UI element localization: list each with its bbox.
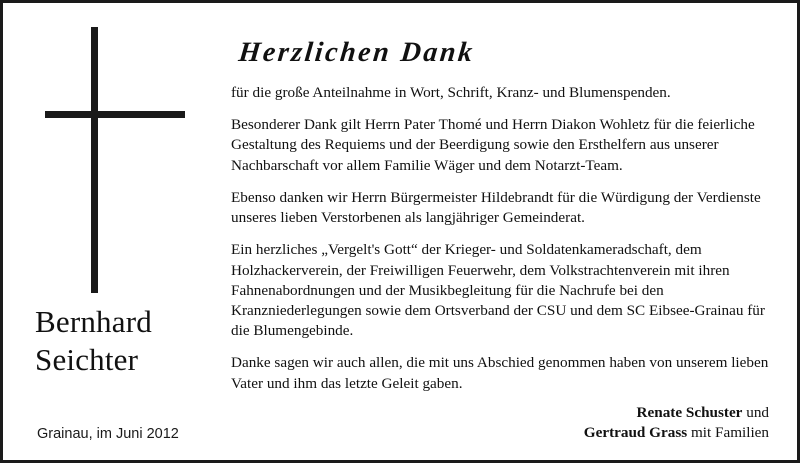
- left-column: [25, 21, 225, 446]
- paragraph-5: Danke sagen wir auch allen, die mit uns Abschied genommen haben von unserem lieben Vater und ihm das letzte Geleit gaben.: [231, 354, 769, 392]
- paragraph-3: Ebenso danken wir Herrn Bürgermeister Hildebrandt für die Würdigung der Verdienste unseres lieben Verstorbenen als langjähriger Gemeinderat.: [231, 188, 761, 227]
- signer-2-name: Gertraud Grass: [583, 424, 688, 442]
- deceased-first-name: Bernhard: [35, 304, 152, 339]
- signer-1-suffix: und: [742, 403, 769, 421]
- paragraph-4: Ein herzliches „Vergelt's Gott“ der Krieger- und Soldatenkameradschaft, dem Holzhackerverein, der Freiwilligen Feuerwehr, dem Volkstrachtenverein mit ihren Fahnenabordnungen und der Musikbegleitung für die Nachrufe bei den Kranzniederlegungen sowie dem Ortsverband der CSU und dem SC Eibsee-Grainau für die Blumengebinde.: [231, 241, 765, 340]
- cross-icon: [33, 27, 193, 297]
- paragraph-1: für die große Anteilnahme in Wort, Schrift, Kranz- und Blumenspenden.: [231, 84, 671, 101]
- right-column: [225, 21, 777, 446]
- card-inner: [3, 3, 797, 460]
- signature-line-1: [231, 403, 769, 424]
- signer-1-name: Renate Schuster: [636, 403, 743, 421]
- signer-2-suffix: mit Familien: [687, 424, 769, 442]
- signature-line-2: [231, 423, 769, 444]
- cross-vertical-bar: [91, 27, 98, 293]
- paragraph-2: Besonderer Dank gilt Herrn Pater Thomé und Herrn Diakon Wohletz für die feierliche Gestaltung des Requiems und der Beerdigung sowie den Ersthelfern aus unserer Nachbarschaft vor allem Familie Wäger und dem Notarzt-Team.: [231, 116, 755, 174]
- signature-block: [231, 403, 771, 446]
- deceased-name: [35, 303, 225, 380]
- deceased-last-name: Seichter: [35, 342, 139, 378]
- place-and-date: Grainau, im Juni 2012: [37, 426, 179, 442]
- thanks-headline: Herzlichen Dank: [237, 37, 477, 68]
- cross-horizontal-bar: [45, 111, 185, 118]
